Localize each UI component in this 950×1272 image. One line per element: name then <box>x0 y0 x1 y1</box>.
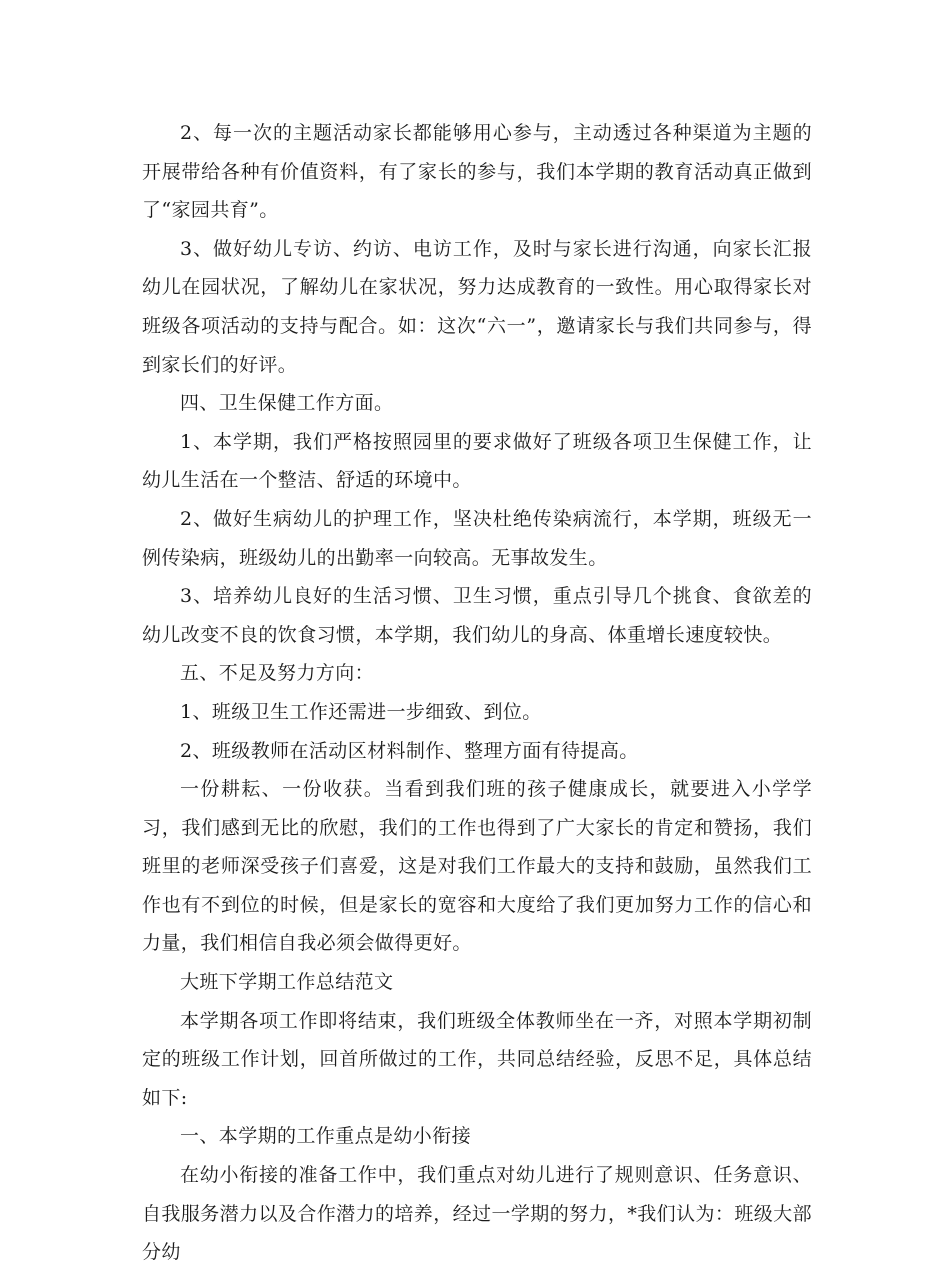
document-body <box>142 114 812 1272</box>
paragraph: 1、班级卫生工作还需进一步细致、到位。 <box>180 700 542 723</box>
paragraph: 2、做好生病幼儿的护理工作，坚决杜绝传染病流行，本学期，班级无一例传染病，班级幼儿的出勤率一向较高。无事故发生。 <box>142 507 812 569</box>
paragraph: 本学期各项工作即将结束，我们班级全体教师坐在一齐，对照本学期初制定的班级工作计划，回首所做过的工作，共同总结经验，反思不足，具体总结如下: <box>142 1009 812 1109</box>
paragraph: 2、班级教师在活动区材料制作、整理方面有待提高。 <box>180 739 639 762</box>
section-heading: 四、卫生保健工作方面。 <box>180 392 394 415</box>
paragraph: 2、每一次的主题活动家长都能够用心参与，主动透过各种渠道为主题的开展带给各种有价值资料，有了家长的参与，我们本学期的教育活动真正做到了“家园共育”。 <box>142 122 812 222</box>
paragraph: 1、本学期，我们严格按照园里的要求做好了班级各项卫生保健工作，让幼儿生活在一个整洁、舒适的环境中。 <box>142 430 812 492</box>
section-heading: 五、不足及努力方向： <box>180 662 375 685</box>
document-title: 大班下学期工作总结范文 <box>180 971 394 994</box>
paragraph: 一份耕耘、一份收获。当看到我们班的孩子健康成长，就要进入小学学习，我们感到无比的欣慰，我们的工作也得到了广大家长的肯定和赞扬，我们班里的老师深受孩子们喜爱，这是对我们工作最大的支持和鼓励，虽然我们工作也有不到位的时候，但是家长的宽容和大度给了我们更加努力工作的信心和力量，我们相信自我必须会做得更好。 <box>142 778 812 955</box>
paragraph: 3、培养幼儿良好的生活习惯、卫生习惯，重点引导几个挑食、食欲差的幼儿改变不良的饮食习惯，本学期，我们幼儿的身高、体重增长速度较快。 <box>142 585 812 646</box>
paragraph: 在幼小衔接的准备工作中，我们重点对幼儿进行了规则意识、任务意识、自我服务潜力以及合作潜力的培养，经过一学期的努力，*我们认为：班级大部分幼 <box>142 1164 812 1264</box>
paragraph: 3、做好幼儿专访、约访、电访工作，及时与家长进行沟通，向家长汇报幼儿在园状况，了解幼儿在家状况，努力达成教育的一致性。用心取得家长对班级各项活动的支持与配合。如：这次“六一”，邀请家长与我们共同参与，得到家长们的好评。 <box>142 237 812 376</box>
section-heading: 一、本学期的工作重点是幼小衔接 <box>180 1125 472 1148</box>
